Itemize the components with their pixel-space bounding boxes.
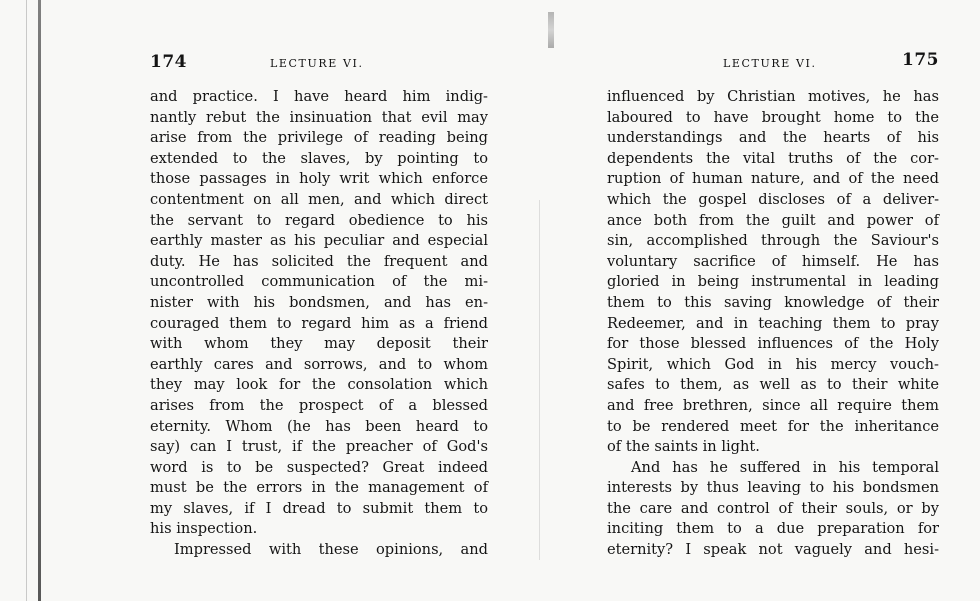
text-line: sin, accomplished through the Saviour's [607,232,939,250]
text-line: for those blessed influences of the Holy [607,335,939,353]
text-line: which the gospel discloses of a deliver- [607,190,939,208]
text-line: arises from the prospect of a blessed [150,396,488,414]
text-line: the care and control of their souls, or by [607,499,939,517]
text-line: to be rendered meet for the inheritance [607,417,939,435]
gutter-line [539,200,540,560]
text-line: contentment on all men, and which direct [150,190,488,208]
text-line: couraged them to regard him as a friend [150,314,488,332]
text-line: interests by thus leaving to his bondsmen [607,479,939,497]
text-line: and practice. I have heard him indig- [150,88,488,105]
right-page-body [607,87,939,561]
text-line: say) can I trust, if the preacher of God's [150,438,488,456]
page-number: 174 [150,52,187,72]
text-line: dependents the vital truths of the cor- [607,149,939,167]
text-line: influenced by Christian motives, he has [607,88,939,105]
text-line: Spirit, which God in his mercy vouch- [607,355,939,373]
text-line: my slaves, if I dread to submit them to [150,499,488,517]
text-line: inciting them to a due preparation for [607,520,939,538]
text-line: nantly rebut the insinuation that evil may [150,108,488,126]
text-line: Impressed with these opinions, and [174,541,488,559]
text-line: and free brethren, since all require them [607,396,939,414]
text-line: And has he suffered in his temporal [631,458,939,476]
text-line: earthly master as his peculiar and especial [150,232,488,250]
text-line: voluntary sacrifice of himself. He has [607,252,939,270]
text-line: with whom they may deposit their [150,335,488,353]
text-line: them to this saving knowledge of their [607,293,939,311]
text-line: duty. He has solicited the frequent and [150,252,488,270]
right-page [607,0,939,561]
left-page [150,0,488,561]
binding-shadow [38,0,41,601]
text-line: uncontrolled communication of the mi- [150,273,488,291]
text-line: those passages in holy writ which enforce [150,170,488,188]
gutter-mark [548,12,554,48]
text-line: the servant to regard obedience to his [150,211,488,229]
text-line: arise from the privilege of reading being [150,129,488,147]
text-line: of the saints in light. [607,438,760,456]
page-number: 175 [902,50,939,70]
running-head: LECTURE VI. [270,57,364,70]
text-line: his inspection. [150,520,258,538]
text-line: nister with his bondsmen, and has en- [150,293,488,311]
text-line: they may look for the consolation which [150,376,488,394]
text-line: safes to them, as well as to their white [607,376,939,394]
text-line: ruption of human nature, and of the need [607,170,939,188]
running-head: LECTURE VI. [723,57,817,70]
text-line: eternity. Whom (he has been heard to [150,417,488,435]
scan-edge-mark [26,0,27,601]
text-line: gloried in being instrumental in leading [607,273,939,291]
text-line: must be the errors in the management of [150,479,488,497]
left-page-header [150,52,488,72]
text-line: Redeemer, and in teaching them to pray [607,314,939,332]
text-line: word is to be suspected? Great indeed [150,458,488,476]
text-line: understandings and the hearts of his [607,129,939,147]
text-line: eternity? I speak not vaguely and hesi- [607,541,939,559]
text-line: earthly cares and sorrows, and to whom [150,355,488,373]
text-line: laboured to have brought home to the [607,108,939,126]
text-line: extended to the slaves, by pointing to [150,149,488,167]
right-page-header [607,52,939,72]
left-page-body [150,87,488,561]
text-line: ance both from the guilt and power of [607,211,939,229]
